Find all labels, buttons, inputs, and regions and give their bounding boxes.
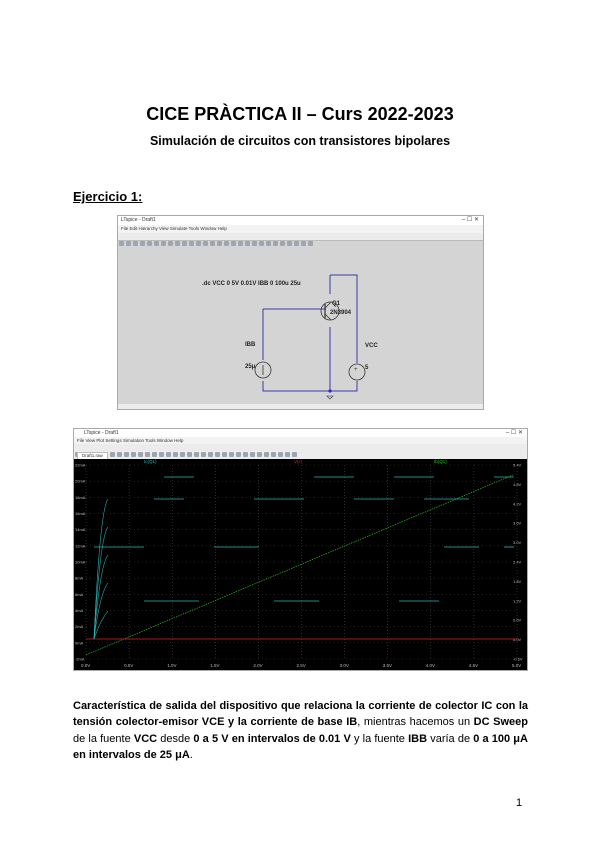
y-right-tick-label: 2.4V <box>513 559 522 565</box>
desc-part-3: DC Sweep <box>473 716 528 729</box>
window-controls-2[interactable]: – ☐ ✕ <box>505 430 523 436</box>
desc-part-9: IBB <box>408 732 428 745</box>
desc-part-2: , mientras hacemos un <box>357 716 474 729</box>
section-heading: Ejercicio 1: <box>73 189 143 204</box>
y-right-tick-label: 4.8V <box>513 481 522 487</box>
x-tick-label: 0.0V <box>81 663 91 668</box>
wire-ground-left <box>263 381 330 391</box>
y-left-tick-label: 14mA <box>75 527 86 533</box>
window-controls[interactable]: – ☐ ✕ <box>461 217 479 223</box>
trace-label: Ib(Q1) <box>434 459 447 464</box>
vcc-value: 5 <box>365 365 369 371</box>
ground-node <box>328 389 331 392</box>
x-tick-label: 3.0V <box>339 663 349 668</box>
y-left-tick-label: 10mA <box>75 559 86 565</box>
vc-trace <box>86 475 513 655</box>
schematic-status-bar <box>118 404 483 409</box>
x-tick-label: 0.5V <box>124 663 134 668</box>
desc-part-12: . <box>189 749 193 762</box>
schematic-toolbar[interactable] <box>118 233 483 241</box>
y-left-tick-label: 2mA <box>75 624 84 630</box>
y-left-tick-label: 16mA <box>75 511 86 516</box>
spice-directive: .dc VCC 0 5V 0.01V IBB 0 100u 25u <box>202 281 301 287</box>
x-tick-label: 4.0V <box>425 663 436 668</box>
desc-part-6: desde <box>157 732 194 745</box>
y-right-tick-label: 3.0V <box>513 540 522 546</box>
y-right-tick-label: 3.6V <box>513 520 522 526</box>
schematic-menu-bar[interactable]: File Edit Hierarchy View Simulate Tools Window Help <box>118 225 483 233</box>
waveform-screenshot <box>73 428 528 671</box>
x-tick-label: 2.0V <box>253 663 263 668</box>
y-left-tick-label: 18mA <box>75 494 86 500</box>
y-left-tick-label: -2mA <box>75 656 85 662</box>
desc-part-11: 0 a 100 μA en intervalos de 25 μA <box>73 732 528 762</box>
y-right-tick-label: 4.2V <box>513 501 522 507</box>
y-left-tick-label: 6mA <box>75 591 84 597</box>
y-right-tick-label: 0.6V <box>513 617 522 623</box>
trace-label: V(c) <box>294 459 303 464</box>
waveform-tab[interactable]: Draft1.raw <box>77 452 108 460</box>
desc-part-8: y la fuente <box>350 732 409 745</box>
transistor-label: Q1 <box>332 301 341 307</box>
desc-part-4: de la fuente <box>73 732 134 745</box>
svg-text:+: + <box>354 367 358 373</box>
schematic-screenshot <box>117 215 484 410</box>
y-right-tick-label: 1.2V <box>513 598 522 604</box>
page-title: CICE PRÀCTICA II – Curs 2022-2023 <box>146 104 454 124</box>
y-left-tick-label: 0mA <box>75 640 84 646</box>
waveform-menu-bar[interactable]: File View Plot Settings Simulation Tools Window Help <box>74 437 527 444</box>
x-tick-label: 1.0V <box>167 663 177 668</box>
y-left-tick-label: 22mA <box>75 462 86 468</box>
y-left-tick-label: 20mA <box>75 478 86 484</box>
transistor-model: 2N3904 <box>330 310 352 316</box>
desc-part-10: varía de <box>427 732 474 745</box>
y-right-tick-label: 5.4V <box>513 462 522 468</box>
schematic-window-title: LTspice - Draft1 <box>118 216 483 225</box>
ibb-label: IBB <box>245 342 256 348</box>
y-left-tick-label: 4mA <box>75 608 84 613</box>
waveform-window-title: LTspice - Draft1 <box>74 429 527 437</box>
x-tick-label: 4.5V <box>468 663 479 668</box>
y-right-tick-label: 1.8V <box>513 578 522 584</box>
ground-symbol <box>327 396 333 399</box>
x-tick-label: 2.5V <box>296 663 306 668</box>
waveform-toolbar[interactable] <box>74 444 527 452</box>
description-paragraph <box>73 698 528 764</box>
desc-part-7: 0 a 5 V en intervalos de 0.01 V <box>193 732 351 745</box>
desc-part-1: Característica de salida del dispositivo que relaciona la corriente de colector IC con la tensión colector-emisor VCE y la corriente de base IB <box>73 700 528 729</box>
y-left-tick-label: 12mA <box>75 543 86 549</box>
x-tick-label: 1.5V <box>210 663 220 668</box>
wire-ground-right <box>330 381 357 391</box>
waveform-plot[interactable] <box>74 459 527 670</box>
ibb-value: 25μ <box>245 364 256 370</box>
y-right-tick-label: 0.0V <box>513 637 522 643</box>
page-number: 1 <box>516 797 523 809</box>
desc-part-5: VCC <box>133 732 158 745</box>
schematic-canvas[interactable] <box>118 242 483 405</box>
trace-label: Ic(Q1) <box>144 459 157 464</box>
y-left-tick-label: 8mA <box>75 575 84 581</box>
y-right-tick-label: -0.6V <box>513 656 523 662</box>
vcc-label: VCC <box>365 343 378 349</box>
page-subtitle: Simulación de circuitos con transistores bipolares <box>149 134 451 148</box>
x-tick-label: 5.0V <box>512 663 522 668</box>
x-tick-label: 3.5V <box>382 663 392 668</box>
